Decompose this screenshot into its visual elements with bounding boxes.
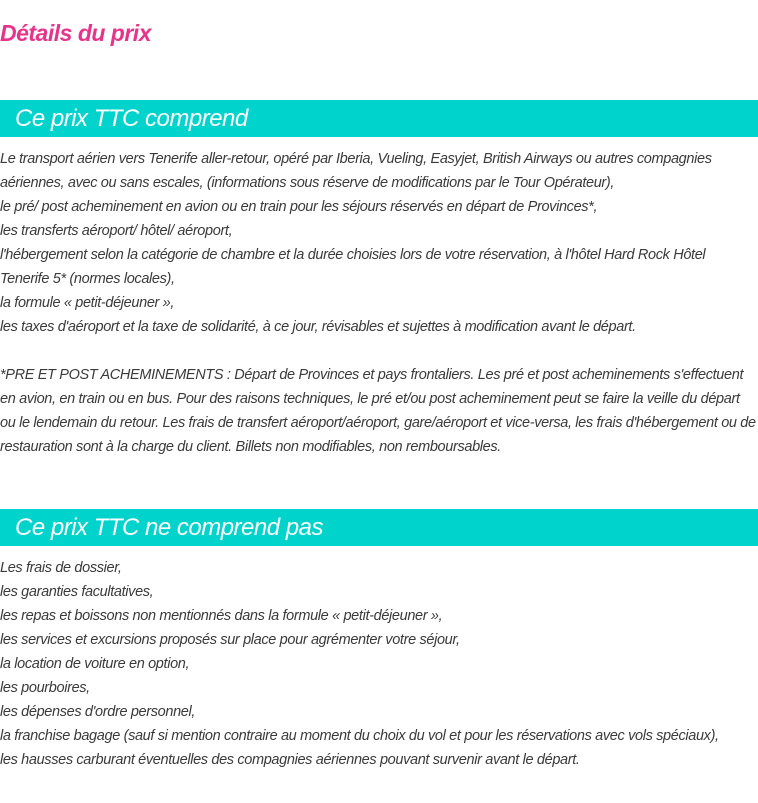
includes-item: le pré/ post acheminement en avion ou en train pour les séjours réservés en départ de Provinces*, [0,199,598,215]
includes-item: Le transport aérien vers Tenerife aller-retour, opéré par Iberia, Vueling, Easyjet, British Airways ou autres compagnies aériennes, avec ou sans escales, (informations sous réserve de modifications par le Tour Opérateur), [0,151,712,191]
includes-heading: Ce prix TTC comprend [15,105,248,132]
excludes-item: la franchise bagage (sauf si mention contraire au moment du choix du vol et pour les réservations avec vols spéciaux), [0,728,719,744]
includes-list [0,147,758,339]
excludes-section-header [0,509,758,546]
excludes-item: les services et excursions proposés sur place pour agrémenter votre séjour, [0,632,460,648]
excludes-item: les garanties facultatives, [0,584,154,600]
includes-item: les transferts aéroport/ hôtel/ aéroport, [0,223,233,239]
includes-item: l'hébergement selon la catégorie de chambre et la durée choisies lors de votre réservation, à l'hôtel Hard Rock Hôtel Tenerife 5* (normes locales), [0,247,706,287]
excludes-item: Les frais de dossier, [0,560,122,576]
includes-item: les taxes d'aéroport et la taxe de solidarité, à ce jour, révisables et sujettes à modification avant le départ. [0,319,636,335]
excludes-item: les dépenses d'ordre personnel, [0,704,196,720]
excludes-item: les pourboires, [0,680,90,696]
excludes-item: les hausses carburant éventuelles des compagnies aériennes pouvant survenir avant le départ. [0,752,580,768]
excludes-list [0,556,758,772]
excludes-heading: Ce prix TTC ne comprend pas [15,514,323,541]
excludes-item: la location de voiture en option, [0,656,190,672]
page-title: Détails du prix [0,20,151,46]
pre-post-transport-note: *PRE ET POST ACHEMINEMENTS : Départ de Provinces et pays frontaliers. Les pré et post acheminements s'effectuent en avion, en train ou en bus. Pour des raisons techniques, le pré et/ou post acheminement peut se faire la veille du départ ou le lendemain du retour. Les frais de transfert aéroport/aéroport, gare/aéroport et vice-versa, les frais d'hébergement ou de restauration sont à la charge du client. Billets non modifiables, non remboursables. [0,367,756,455]
includes-section-header [0,100,758,137]
includes-item: la formule « petit-déjeuner », [0,295,175,311]
excludes-item: les repas et boissons non mentionnés dans la formule « petit-déjeuner », [0,608,443,624]
